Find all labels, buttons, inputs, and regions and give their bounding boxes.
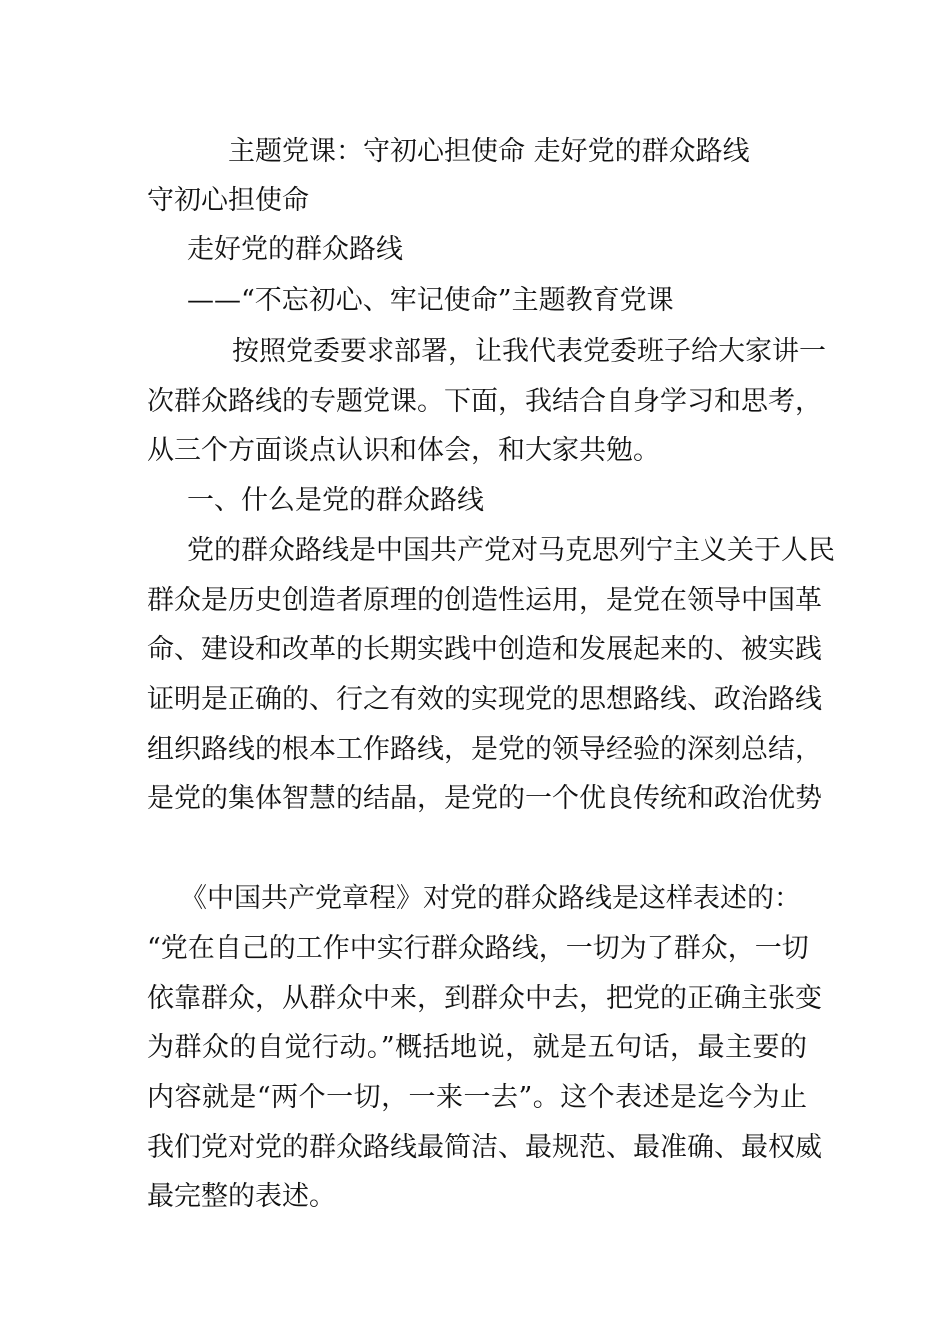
heading-mass-line: 走好党的群众路线 — [187, 234, 403, 265]
intro-line: 按照党委要求部署，让我代表党委班子给大家讲一 — [232, 336, 826, 367]
heading-keep-mission: 守初心担使命 — [147, 185, 309, 216]
paragraph-line: 命、建设和改革的长期实践中创造和发展起来的、被实践 — [147, 634, 822, 665]
intro-line: 从三个方面谈点认识和体会，和大家共勉。 — [147, 435, 660, 466]
paragraph-line: 《中国共产党章程》对党的群众路线是这样表述的： — [180, 883, 801, 914]
subtitle: ——“不忘初心、牢记使命”主题教育党课 — [187, 285, 674, 316]
intro-line: 次群众路线的专题党课。下面，我结合自身学习和思考， — [147, 386, 822, 417]
paragraph-line: 为群众的自觉行动。”概括地说，就是五句话，最主要的 — [147, 1032, 807, 1063]
paragraph-line: 是党的集体智慧的结晶，是党的一个优良传统和政治优势 — [147, 783, 822, 814]
paragraph-line: “党在自己的工作中实行群众路线，一切为了群众，一切 — [147, 933, 809, 964]
paragraph-line: 最完整的表述。 — [147, 1181, 336, 1212]
paragraph-line: 内容就是“两个一切，一来一去”。这个表述是迄今为止 — [147, 1082, 807, 1113]
paragraph-line: 依靠群众，从群众中来，到群众中去，把党的正确主张变 — [147, 983, 822, 1014]
paragraph-line: 我们党对党的群众路线最简洁、最规范、最准确、最权威 — [147, 1132, 822, 1163]
paragraph-line: 党的群众路线是中国共产党对马克思列宁主义关于人民 — [187, 535, 835, 566]
paragraph-line: 群众是历史创造者原理的创造性运用，是党在领导中国革 — [147, 585, 822, 616]
section-heading: 一、什么是党的群众路线 — [187, 485, 484, 516]
document-title: 主题党课：守初心担使命 走好党的群众路线 — [228, 136, 750, 167]
paragraph-line: 证明是正确的、行之有效的实现党的思想路线、政治路线 — [147, 684, 822, 715]
paragraph-line: 组织路线的根本工作路线，是党的领导经验的深刻总结， — [147, 734, 822, 765]
